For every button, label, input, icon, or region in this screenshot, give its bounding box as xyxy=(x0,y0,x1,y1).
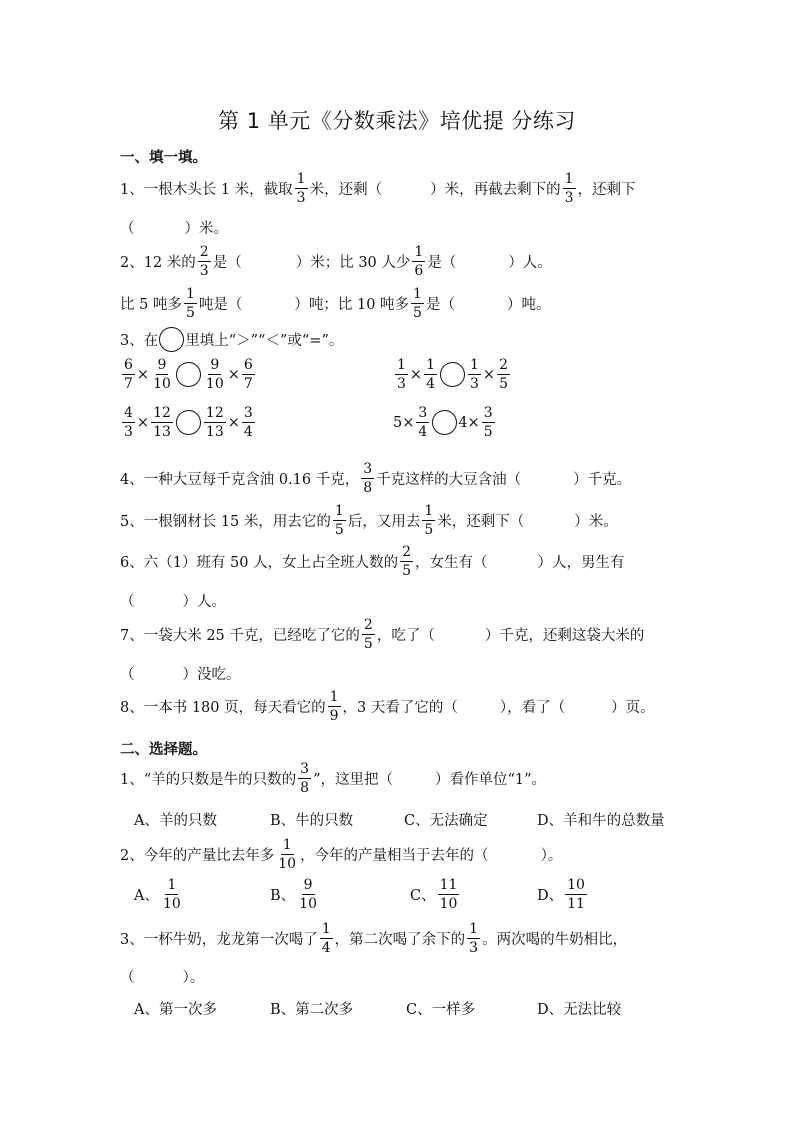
choice-question-3-line-2 xyxy=(120,966,204,987)
question-text: 5 xyxy=(393,414,403,431)
question-text: 是（ xyxy=(425,297,455,313)
fraction xyxy=(563,172,576,205)
question-1-line-2 xyxy=(120,217,228,238)
choice-2-option-b[interactable] xyxy=(270,878,321,911)
fraction-numerator: 1 xyxy=(424,503,434,519)
question-text: ”，这里把（ xyxy=(313,772,393,788)
fraction xyxy=(412,245,425,278)
comparison-circle[interactable] xyxy=(440,362,465,387)
fraction xyxy=(198,245,211,278)
fraction-numerator: 1 xyxy=(167,877,177,893)
fraction-numerator: 2 xyxy=(499,357,508,373)
fraction-numerator: 2 xyxy=(199,244,209,260)
option-label: C、 xyxy=(410,888,436,904)
comparison-circle-sample xyxy=(159,327,184,352)
question-5 xyxy=(120,504,618,537)
fraction-numerator: 2 xyxy=(402,544,412,560)
section-fill-in-heading: 一、填一填。 xyxy=(120,150,207,166)
fraction xyxy=(161,878,183,911)
fraction-denominator: 8 xyxy=(300,780,310,796)
fraction-denominator: 5 xyxy=(402,563,412,579)
question-6-line-2 xyxy=(120,590,226,611)
fraction-denominator: 10 xyxy=(439,896,458,912)
fraction xyxy=(424,358,437,391)
question-text: 3、一杯牛奶，龙龙第一次喝了 xyxy=(120,932,318,948)
choice-1-option-b[interactable]: B、牛的只数 xyxy=(270,813,354,829)
question-3-row-1-right xyxy=(393,358,512,391)
question-text: 6、六（1）班有 50 人，女上占全班人数的 xyxy=(120,555,399,571)
question-7-line-2 xyxy=(120,663,241,684)
question-8 xyxy=(120,690,655,723)
fraction xyxy=(362,618,375,651)
fraction xyxy=(333,504,346,537)
question-text: 米，还剩下（ xyxy=(437,514,525,530)
fraction xyxy=(151,406,173,439)
fraction-numerator: 2 xyxy=(363,617,373,633)
question-text: ）千克。 xyxy=(573,472,632,488)
question-text: ，3 天看了它的（ xyxy=(342,700,458,716)
fraction-numerator: 1 xyxy=(413,286,422,302)
option-label: A、 xyxy=(134,888,159,904)
fraction-numerator: 9 xyxy=(157,357,167,373)
fraction-denominator: 4 xyxy=(426,376,435,392)
question-text: ）人，男生有 xyxy=(537,555,625,571)
question-text: ）。 xyxy=(540,848,563,864)
question-text: ）米，再截去剩下的 xyxy=(430,182,561,198)
fraction xyxy=(497,358,510,391)
fraction-denominator: 10 xyxy=(205,376,224,392)
question-text: × xyxy=(136,366,150,383)
question-text: 是（ xyxy=(212,255,242,271)
choice-question-2 xyxy=(120,838,562,871)
question-text: 8、一本书 180 页，每天看它的 xyxy=(120,700,326,716)
option-label: D、 xyxy=(537,888,564,904)
fraction-denominator: 3 xyxy=(469,940,479,956)
question-text: × xyxy=(227,414,240,431)
fraction-numerator: 1 xyxy=(397,357,406,373)
question-text: × xyxy=(482,366,496,383)
fraction xyxy=(184,287,197,320)
question-text: 5、一根钢材长 15 米，用去它的 xyxy=(120,514,331,530)
fraction-numerator: 1 xyxy=(185,286,195,302)
question-text: ）吨；比 10 吨多 xyxy=(294,297,410,313)
fraction xyxy=(276,838,298,871)
fraction xyxy=(400,545,413,578)
fraction-numerator: 4 xyxy=(124,405,133,421)
fraction-numerator: 1 xyxy=(334,503,344,519)
question-text: 比 5 吨多 xyxy=(120,297,182,313)
question-1-line-1 xyxy=(120,172,636,205)
choice-3-option-a[interactable]: A、第一次多 xyxy=(134,1002,217,1018)
question-text: ）页。 xyxy=(611,700,655,716)
fraction xyxy=(122,358,135,391)
fraction-numerator: 3 xyxy=(300,761,310,777)
fraction-denominator: 13 xyxy=(205,424,224,440)
question-text: （ xyxy=(120,667,135,683)
question-text: （ xyxy=(120,221,135,237)
question-text: 是（ xyxy=(427,255,457,271)
fraction-denominator: 7 xyxy=(124,376,133,392)
question-text: × xyxy=(467,414,480,431)
fraction-numerator: 9 xyxy=(303,877,313,893)
question-text: 。两次喝的牛奶相比， xyxy=(482,932,628,948)
question-text: ）人。 xyxy=(182,594,226,610)
fraction xyxy=(467,922,480,955)
question-text: ）米。 xyxy=(574,514,618,530)
fraction xyxy=(482,406,495,439)
question-text: 里填上“＞”“＜”或“=”。 xyxy=(185,333,344,349)
question-text: ）吨。 xyxy=(506,297,551,313)
fraction-denominator: 10 xyxy=(299,896,317,912)
question-text: ）看作单位“1”。 xyxy=(434,772,547,788)
question-text: ）米；比 30 人少 xyxy=(295,255,411,271)
fraction-denominator: 5 xyxy=(334,522,344,538)
fraction-numerator: 6 xyxy=(243,357,253,373)
question-text: 1、一根木头长 1 米，截取 xyxy=(120,182,293,198)
fraction-denominator: 10 xyxy=(162,896,181,912)
fraction xyxy=(295,172,308,205)
fraction xyxy=(297,878,319,911)
section-choice-heading: 二、选择题。 xyxy=(120,742,207,758)
fraction-denominator: 3 xyxy=(296,190,306,206)
fraction-numerator: 1 xyxy=(470,357,479,373)
comparison-circle[interactable] xyxy=(176,410,201,435)
fraction-numerator: 12 xyxy=(153,405,171,421)
question-text: ，今年的产量相当于去年的（ xyxy=(300,848,489,864)
question-3-prompt xyxy=(120,327,343,352)
fraction-numerator: 3 xyxy=(363,461,373,477)
question-text: ）千克，还剩这袋大米的 xyxy=(484,628,645,644)
choice-1-option-a[interactable]: A、羊的只数 xyxy=(134,813,217,829)
fraction-numerator: 6 xyxy=(124,357,133,373)
comparison-circle[interactable] xyxy=(432,410,457,435)
question-text: ）。 xyxy=(182,970,205,986)
fraction xyxy=(468,358,481,391)
fraction-numerator: 1 xyxy=(329,689,339,705)
fraction xyxy=(395,358,408,391)
fraction-denominator: 5 xyxy=(483,424,493,440)
fraction-numerator: 10 xyxy=(567,877,585,893)
fraction-numerator: 12 xyxy=(205,405,224,421)
fraction-denominator: 11 xyxy=(567,896,585,912)
choice-question-1 xyxy=(120,762,546,795)
fraction-denominator: 9 xyxy=(329,708,339,724)
fraction-numerator: 1 xyxy=(414,244,424,260)
comparison-circle[interactable] xyxy=(176,362,201,387)
choice-3-option-c[interactable]: C、一样多 xyxy=(406,1002,476,1018)
question-text: 吨是（ xyxy=(198,297,243,313)
fraction-denominator: 10 xyxy=(153,376,171,392)
fraction xyxy=(565,878,587,911)
fraction-denominator: 7 xyxy=(243,376,253,392)
fraction-denominator: 5 xyxy=(185,305,195,321)
fraction-denominator: 3 xyxy=(470,376,479,392)
question-text: ）没吃。 xyxy=(182,667,241,683)
fraction-numerator: 1 xyxy=(564,171,574,187)
fraction xyxy=(204,406,226,439)
question-text: ），看了（ xyxy=(499,700,566,716)
fraction xyxy=(204,358,226,391)
fraction xyxy=(298,762,311,795)
page-title: 第 1 单元《分数乘法》培优提 分练习 xyxy=(218,109,576,133)
question-text: 千克这样的大豆含油（ xyxy=(376,472,522,488)
fraction xyxy=(122,406,135,439)
question-text: 米，还剩（ xyxy=(309,182,383,198)
question-text: × xyxy=(136,414,150,431)
fraction xyxy=(151,358,173,391)
question-text: （ xyxy=(120,594,135,610)
question-3-row-2-left xyxy=(120,406,257,439)
question-text: ）人。 xyxy=(508,255,552,271)
fraction-denominator: 5 xyxy=(424,522,434,538)
fraction xyxy=(320,922,333,955)
fraction-numerator: 1 xyxy=(469,921,479,937)
fraction xyxy=(242,358,255,391)
fraction-denominator: 3 xyxy=(199,263,209,279)
question-3-row-2-right xyxy=(393,406,497,439)
choice-1-option-c[interactable]: C、无法确定 xyxy=(404,813,488,829)
option-label: B、 xyxy=(270,888,296,904)
question-text: 7、一袋大米 25 千克，已经吃了它的 xyxy=(120,628,360,644)
fraction-denominator: 8 xyxy=(363,480,373,496)
question-text: ，吃了（ xyxy=(376,628,435,644)
fraction-numerator: 1 xyxy=(426,357,435,373)
question-text: 1、“羊的只数是牛的只数的 xyxy=(120,772,297,788)
question-text: × xyxy=(402,414,415,431)
fraction-numerator: 1 xyxy=(321,921,331,937)
choice-2-option-a[interactable] xyxy=(134,878,185,911)
question-text: 3、在 xyxy=(120,333,159,349)
fraction-denominator: 5 xyxy=(363,636,373,652)
question-text: × xyxy=(409,366,423,383)
question-text: （ xyxy=(120,970,135,986)
fraction xyxy=(422,504,435,537)
fraction-denominator: 10 xyxy=(278,856,297,872)
question-4 xyxy=(120,462,631,495)
fraction-numerator: 3 xyxy=(243,405,253,421)
fraction-numerator: 9 xyxy=(210,357,220,373)
choice-3-option-b[interactable]: B、第二次多 xyxy=(270,1002,354,1018)
fraction-denominator: 4 xyxy=(418,424,428,440)
fraction xyxy=(242,406,255,439)
question-6-line-1 xyxy=(120,545,625,578)
question-text: 2、12 米的 xyxy=(120,255,196,271)
question-text: 2、今年的产量比去年多 xyxy=(120,848,275,864)
question-text: ）米。 xyxy=(184,221,228,237)
choice-2-option-d[interactable] xyxy=(537,878,589,911)
fraction xyxy=(361,462,374,495)
fraction-denominator: 5 xyxy=(413,305,422,321)
fraction-denominator: 13 xyxy=(153,424,171,440)
fraction-denominator: 3 xyxy=(564,190,574,206)
question-text: 后，又用去 xyxy=(347,514,421,530)
fraction-numerator: 11 xyxy=(439,877,458,893)
fraction xyxy=(328,690,341,723)
choice-3-option-d[interactable]: D、无法比较 xyxy=(537,1002,622,1018)
fraction-denominator: 6 xyxy=(414,263,424,279)
question-text: 4 xyxy=(458,414,468,431)
fraction-numerator: 1 xyxy=(282,837,292,853)
fraction-numerator: 3 xyxy=(483,405,493,421)
fraction xyxy=(416,406,429,439)
question-text: ，女生有（ xyxy=(415,555,488,571)
fraction xyxy=(411,287,424,320)
question-3-row-1-left xyxy=(120,358,257,391)
fraction-denominator: 3 xyxy=(124,424,133,440)
fraction-denominator: 4 xyxy=(321,940,331,956)
question-text: ，还剩下 xyxy=(577,182,636,198)
fraction-numerator: 3 xyxy=(418,405,428,421)
question-text: × xyxy=(227,366,240,383)
choice-2-option-c[interactable] xyxy=(410,878,461,911)
question-7-line-1 xyxy=(120,618,644,651)
fraction-numerator: 1 xyxy=(296,171,306,187)
fraction-denominator: 3 xyxy=(397,376,406,392)
fraction-denominator: 4 xyxy=(243,424,253,440)
question-2-line-1 xyxy=(120,245,552,278)
choice-question-3-line-1 xyxy=(120,922,627,955)
question-2-line-2 xyxy=(120,287,550,320)
fraction-denominator: 5 xyxy=(499,376,508,392)
fraction xyxy=(438,878,460,911)
question-text: 4、一种大豆每千克含油 0.16 千克， xyxy=(120,472,360,488)
question-text: ，第二次喝了余下的 xyxy=(334,932,466,948)
choice-1-option-d[interactable]: D、羊和牛的总数量 xyxy=(537,813,665,829)
